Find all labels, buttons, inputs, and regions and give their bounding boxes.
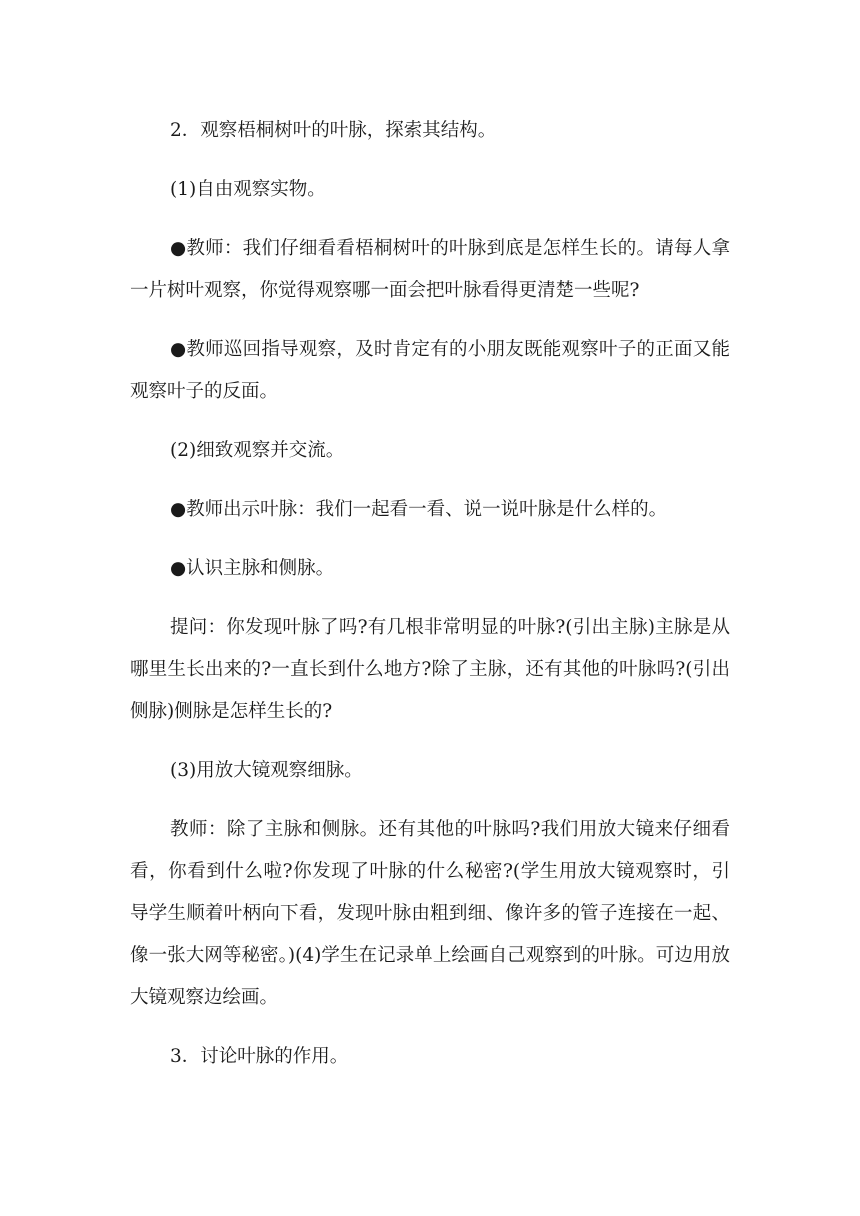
step-detailed-observation: (2)细致观察并交流。 [170, 440, 345, 461]
section-heading-observe-veins: 2．观察梧桐树叶的叶脉，探索其结构。 [170, 120, 497, 141]
teacher-show-veins-paragraph: ●教师出示叶脉：我们一起看一看、说一说叶脉是什么样的。 [170, 499, 668, 520]
teacher-guidance-paragraph: ●教师巡回指导观察，及时肯定有的小朋友既能观察叶子的正面又能观察叶子的反面。 [130, 339, 730, 402]
questions-paragraph: 提问：你发现叶脉了吗?有几根非常明显的叶脉?(引出主脉)主脉是从哪里生长出来的?一直长到什么地方?除了主脉，还有其他的叶脉吗?(引出侧脉)侧脉是怎样生长的? [130, 617, 730, 722]
step-magnifier-observation: (3)用放大镜观察细脉。 [170, 760, 363, 781]
step-free-observation: (1)自由观察实物。 [170, 179, 326, 200]
identify-veins-paragraph: ●认识主脉和侧脉。 [170, 558, 335, 579]
teacher-instruction-paragraph: ●教师：我们仔细看看梧桐树叶的叶脉到底是怎样生长的。请每人拿一片树叶观察，你觉得观察哪一面会把叶脉看得更清楚一些呢? [130, 238, 730, 301]
teacher-magnifier-paragraph: 教师：除了主脉和侧脉。还有其他的叶脉吗?我们用放大镜来仔细看看，你看到什么啦?你发现了叶脉的什么秘密?(学生用放大镜观察时，引导学生顺着叶柄向下看，发现叶脉由粗到细、像许多的管子连接在一起、像一张大网等秘密。)(4)学生在记录单上绘画自己观察到的叶脉。可边用放大镜观察边绘画。 [130, 819, 730, 1008]
document-body [130, 110, 730, 1078]
section-heading-discuss-function: 3．讨论叶脉的作用。 [170, 1046, 349, 1067]
